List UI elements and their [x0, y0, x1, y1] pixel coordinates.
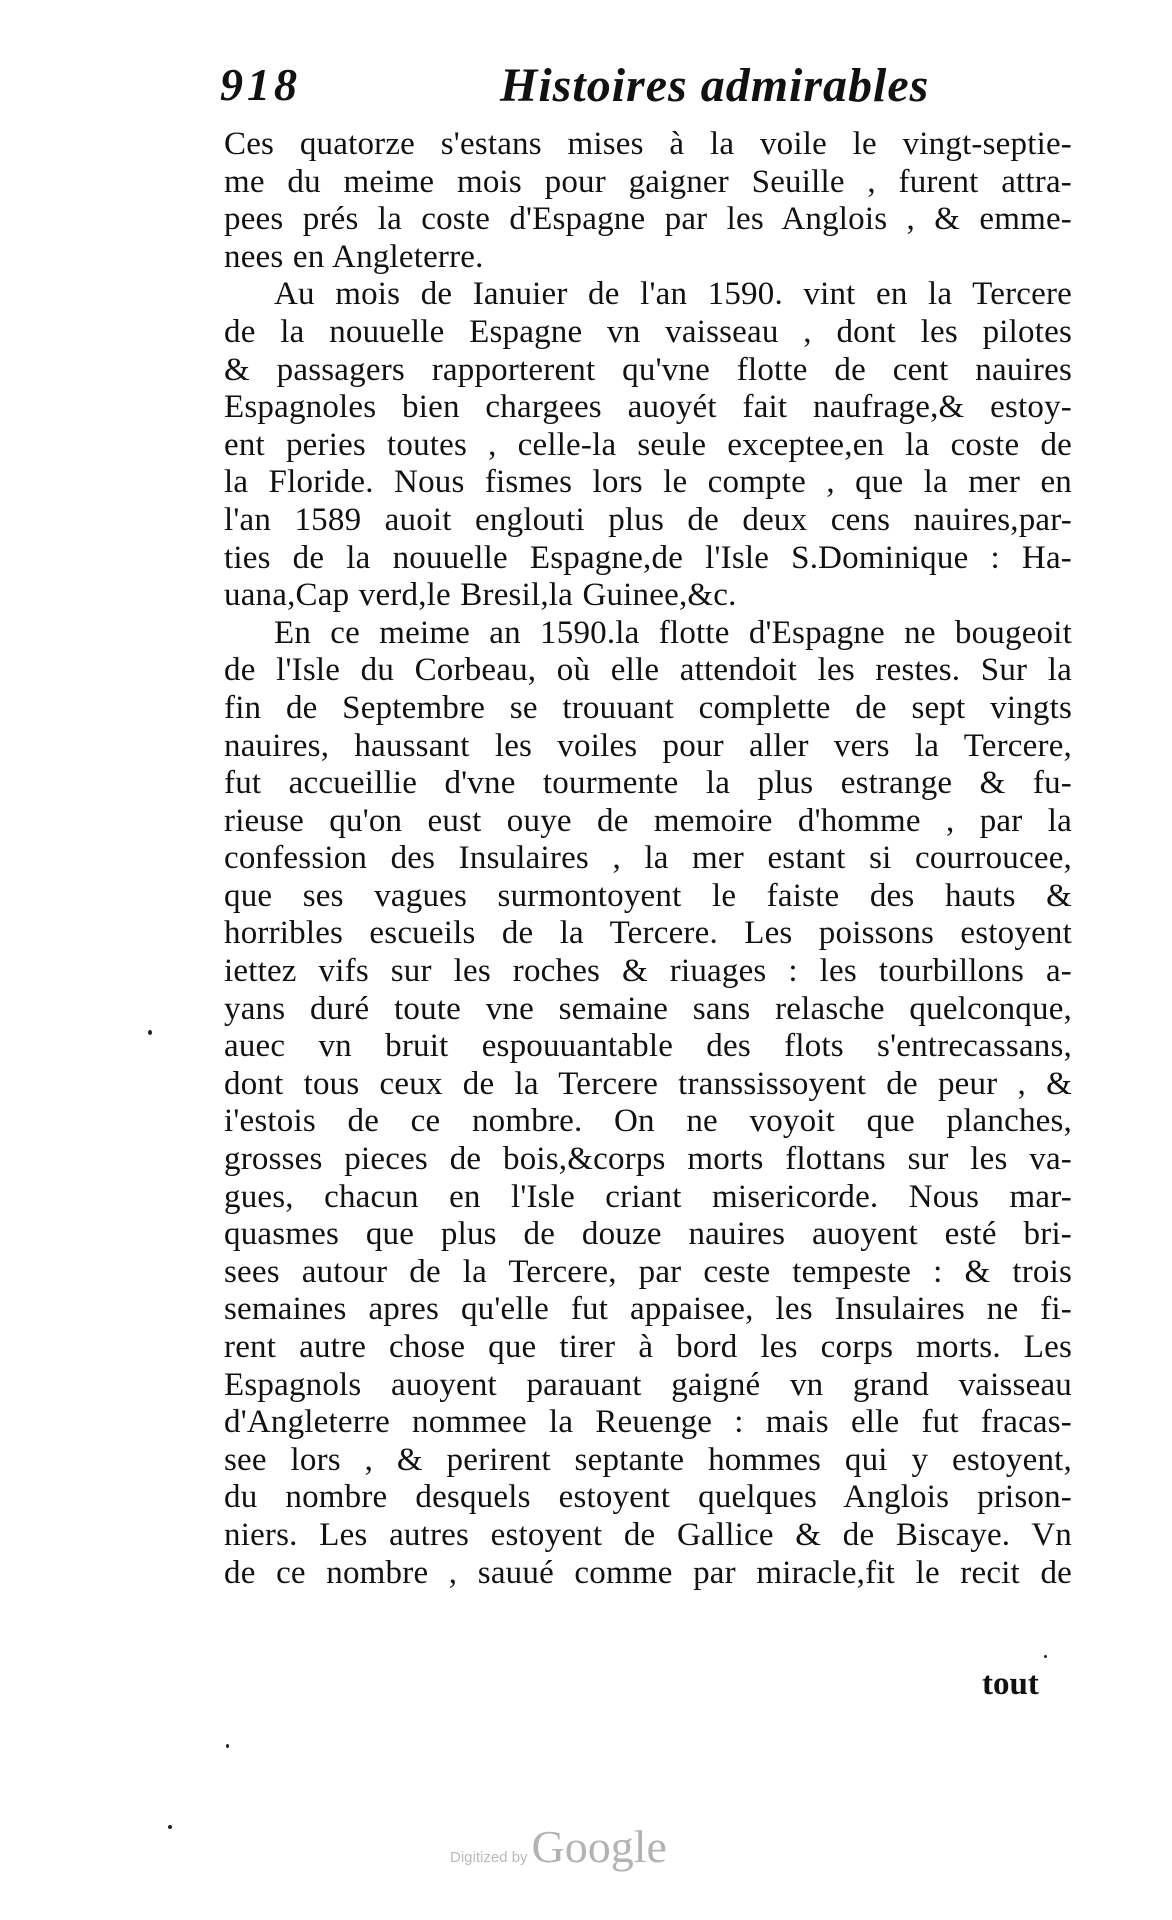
text-line: yans duré toute vne semaine sans relasche quelconque, — [224, 990, 1072, 1027]
text-line: rieuse qu'on eust ouye de memoire d'homme , par la — [224, 802, 1072, 839]
google-logo: Google — [531, 1821, 667, 1872]
text-line: me du meime mois pour gaigner Seuille , furent attra- — [224, 163, 1072, 200]
text-line: pees prés la coste d'Espagne par les Anglois , & emme- — [224, 201, 1072, 238]
watermark-prefix: Digitized by — [450, 1849, 528, 1866]
digitized-watermark — [450, 1820, 667, 1880]
ink-speck — [1044, 1655, 1047, 1658]
catchword: tout — [982, 1666, 1039, 1702]
text-line: iettez vifs sur les roches & riuages : les tourbillons a- — [224, 953, 1072, 990]
text-line: uana,Cap verd,le Bresil,la Guinee,&c. — [224, 577, 737, 614]
text-line: que ses vagues surmontoyent le faiste des hauts & — [224, 877, 1072, 914]
text-line: niers. Les autres estoyent de Gallice & de Biscaye. Vn — [224, 1516, 1072, 1553]
text-line: Espagnoles bien chargees auoyét fait naufrage,& estoy- — [224, 389, 1072, 426]
text-line: nees en Angleterre. — [224, 238, 484, 275]
ink-speck — [226, 1744, 229, 1748]
text-line: sees autour de la Tercere, par ceste tempeste : & trois — [224, 1253, 1072, 1290]
text-line: grosses pieces de bois,&corps morts flottans sur les va- — [224, 1141, 1072, 1178]
text-line: rent autre chose que tirer à bord les corps morts. Les — [224, 1329, 1072, 1365]
paragraph-start-line: Au mois de Ianuier de l'an 1590. vint en la Tercere — [274, 276, 1072, 313]
text-line: & passagers rapporterent qu'vne flotte de cent nauires — [224, 351, 1072, 388]
text-line: i'estois de ce nombre. On ne voyoit que planches, — [224, 1103, 1072, 1140]
text-line: ties de la nouuelle Espagne,de l'Isle S.Dominique : Ha- — [224, 539, 1072, 576]
text-line: dont tous ceux de la Tercere transsissoyent de peur , & — [224, 1065, 1072, 1102]
page-number: 918 — [220, 59, 301, 110]
paragraph-start-line: En ce meime an 1590.la flotte d'Espagne ne bougeoit — [274, 614, 1072, 651]
page-header — [220, 58, 1080, 128]
text-line: horribles escueils de la Tercere. Les poissons estoyent — [224, 915, 1072, 952]
text-line: la Floride. Nous fismes lors le compte , que la mer en — [224, 464, 1072, 501]
text-line: de la nouuelle Espagne vn vaisseau , dont les pilotes — [224, 313, 1072, 350]
running-title: Histoires admirables — [500, 59, 930, 112]
text-line: fin de Septembre se trouuant complette de sept vingts — [224, 689, 1072, 726]
body-text — [224, 126, 1072, 1592]
text-line: gues, chacun en l'Isle criant misericorde. Nous mar- — [224, 1178, 1072, 1215]
ink-speck — [168, 1825, 172, 1829]
text-line: confession des Insulaires , la mer estant si courroucee, — [224, 840, 1072, 877]
text-line: l'an 1589 auoit englouti plus de deux cens nauires,par- — [224, 501, 1072, 538]
text-line: d'Angleterre nommee la Reuenge : mais elle fut fracas- — [224, 1404, 1072, 1441]
text-line: nauires, haussant les voiles pour aller vers la Tercere, — [224, 727, 1072, 764]
text-line: fut accueillie d'vne tourmente la plus estrange & fu- — [224, 765, 1072, 802]
text-line: see lors , & perirent septante hommes qui y estoyent, — [224, 1441, 1072, 1478]
text-line: quasmes que plus de douze nauires auoyent esté bri- — [224, 1216, 1072, 1253]
text-line: Ces quatorze s'estans mises à la voile le vingt-septie- — [224, 126, 1072, 162]
ink-speck — [148, 1030, 152, 1035]
text-line: semaines apres qu'elle fut appaisee, les Insulaires ne fi- — [224, 1291, 1072, 1328]
text-line: du nombre desquels estoyent quelques Anglois prison- — [224, 1479, 1072, 1516]
text-line: de l'Isle du Corbeau, où elle attendoit les restes. Sur la — [224, 652, 1072, 689]
text-line: Espagnols auoyent parauant gaigné vn grand vaisseau — [224, 1366, 1072, 1403]
text-line: auec vn bruit espouuantable des flots s'entrecassans, — [224, 1028, 1072, 1065]
text-line: de ce nombre , sauué comme par miracle,fit le recit de — [224, 1554, 1072, 1591]
text-line: ent peries toutes , celle-la seule exceptee,en la coste de — [224, 426, 1072, 463]
